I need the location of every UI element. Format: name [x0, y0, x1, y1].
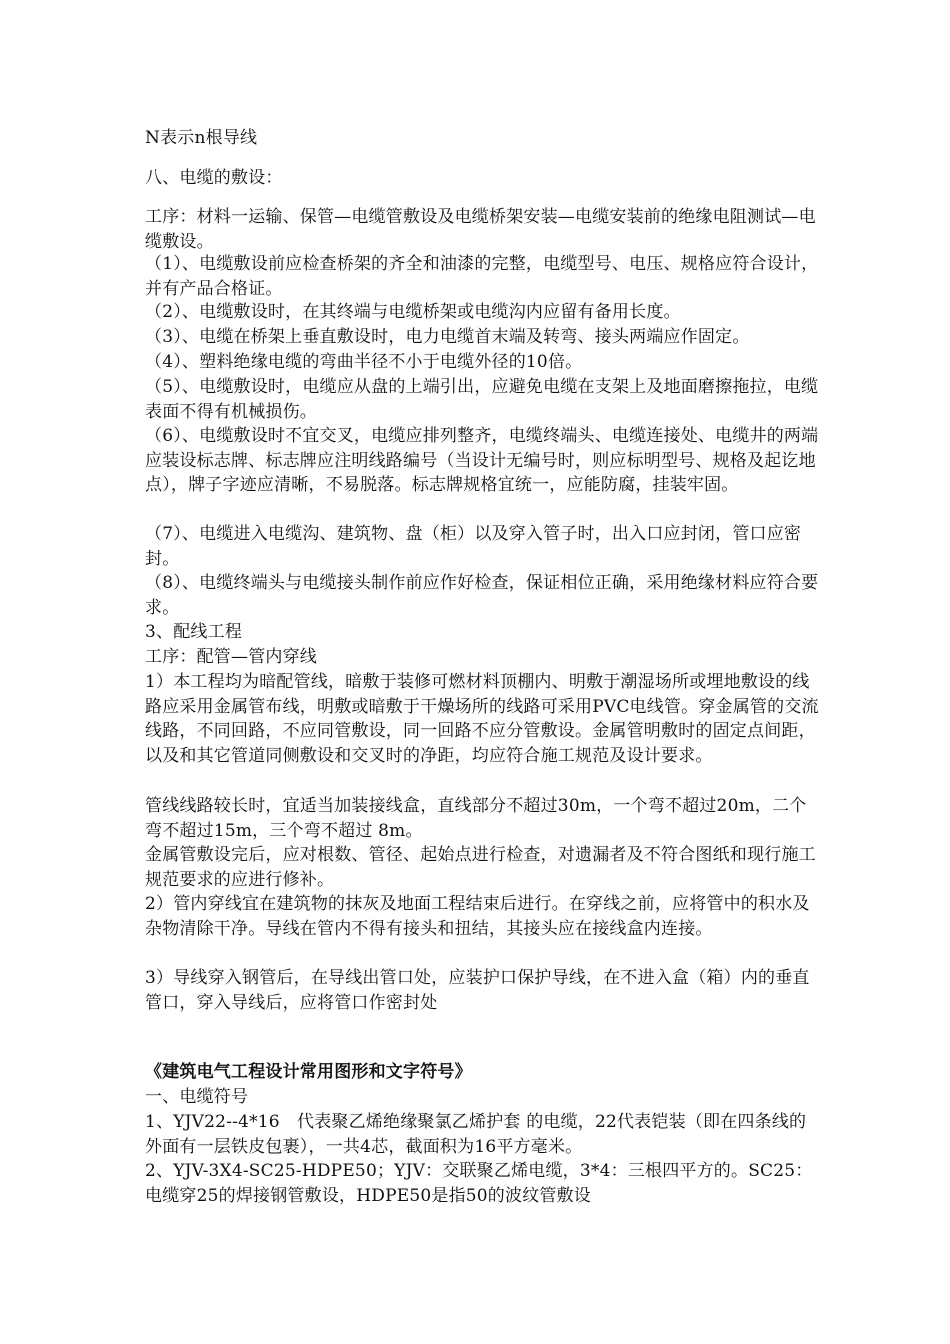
section-heading-8: 八、电缆的敷设：	[145, 168, 283, 188]
section-heading-3: 3、配线工程	[145, 622, 243, 642]
list-item-5: （5）、电缆敷设时，电缆应从盘的上端引出，应避免电缆在支架上及地面磨擦拖拉，电缆表面不得有机械损伤。	[145, 377, 819, 422]
cable-heading: 一、电缆符号	[145, 1087, 249, 1107]
list-item-6: （6）、电缆敷设时不宜交叉，电缆应排列整齐，电缆终端头、电缆连接处、电缆井的两端应装设标志牌、标志牌应注明线路编号（当设计无编号时，则应标明型号、规格及起讫地点），牌子字迹应清晰，不易脱落。标志牌规格宜统一，应能防腐，挂装牢固。	[145, 426, 819, 495]
list-item-1: （1）、电缆敷设前应检查桥架的齐全和油漆的完整，电缆型号、电压、规格应符合设计，并有产品合格证。	[145, 254, 819, 299]
process-text-2: 工序：配管—管内穿线	[145, 647, 317, 667]
paragraph-5: 3）导线穿入钢管后，在导线出管口处，应装护口保护导线，在不进入盒（箱）内的垂直管口，穿入导线后，应将管口作密封处	[145, 968, 810, 1013]
paragraph-1: 1）本工程均为暗配管线，暗敷于装修可燃材料顶棚内、明敷于潮湿场所或埋地敷设的线路应采用金属管布线，明敷或暗敷于干燥场所的线路可采用PVC电线管。穿金属管的交流线路，不同回路，不应同管敷设，同一回路不应分管敷设。金属管明敷时的固定点间距，以及和其它管道同侧敷设和交叉时的净距，均应符合施工规范及设计要求。	[145, 672, 819, 766]
list-item-8: （8）、电缆终端头与电缆接头制作前应作好检查，保证相位正确，采用绝缘材料应符合要求。	[145, 573, 819, 618]
list-item-2: （2）、电缆敷设时，在其终端与电缆桥架或电缆沟内应留有备用长度。	[145, 302, 681, 322]
process-text-1: 工序：材料一运输、保管—电缆管敷设及电缆桥架安装—电缆安装前的绝缘电阻测试—电缆敷设。	[145, 207, 816, 252]
paragraph-2: 管线线路较长时，宜适当加装接线盒，直线部分不超过30m，一个弯不超过20m，二个弯不超过15m，三个弯不超过 8m。	[145, 796, 807, 841]
paragraph-4: 2）管内穿线宜在建筑物的抹灰及地面工程结束后进行。在穿线之前，应将管中的积水及杂物清除干净。导线在管内不得有接头和扭结，其接头应在接线盒内连接。	[145, 894, 810, 939]
cable-item-2: 2、YJV-3X4-SC25-HDPE50；YJV：交联聚乙烯电缆，3*4：三根四平方的。SC25：电缆穿25的焊接钢管敷设，HDPE50是指50的波纹管敷设	[145, 1161, 813, 1206]
list-item-7: （7）、电缆进入电缆沟、建筑物、盘（柜）以及穿入管子时，出入口应封闭，管口应密封。	[145, 524, 802, 569]
line-n: N表示n根导线	[145, 128, 258, 148]
cable-item-1: 1、YJV22--4*16 代表聚乙烯绝缘聚氯乙烯护套 的电缆，22代表铠装（即在四条线的外面有一层铁皮包裹），一共4芯，截面积为16平方毫米。	[145, 1112, 807, 1157]
book-title: 《建筑电气工程设计常用图形和文字符号》	[145, 1062, 472, 1082]
list-item-4: （4）、塑料绝缘电缆的弯曲半径不小于电缆外径的10倍。	[145, 352, 583, 372]
paragraph-3: 金属管敷设完后，应对根数、管径、起始点进行检查，对遗漏者及不符合图纸和现行施工规范要求的应进行修补。	[145, 845, 816, 890]
list-item-3: （3）、电缆在桥架上垂直敷设时，电力电缆首末端及转弯、接头两端应作固定。	[145, 327, 750, 347]
